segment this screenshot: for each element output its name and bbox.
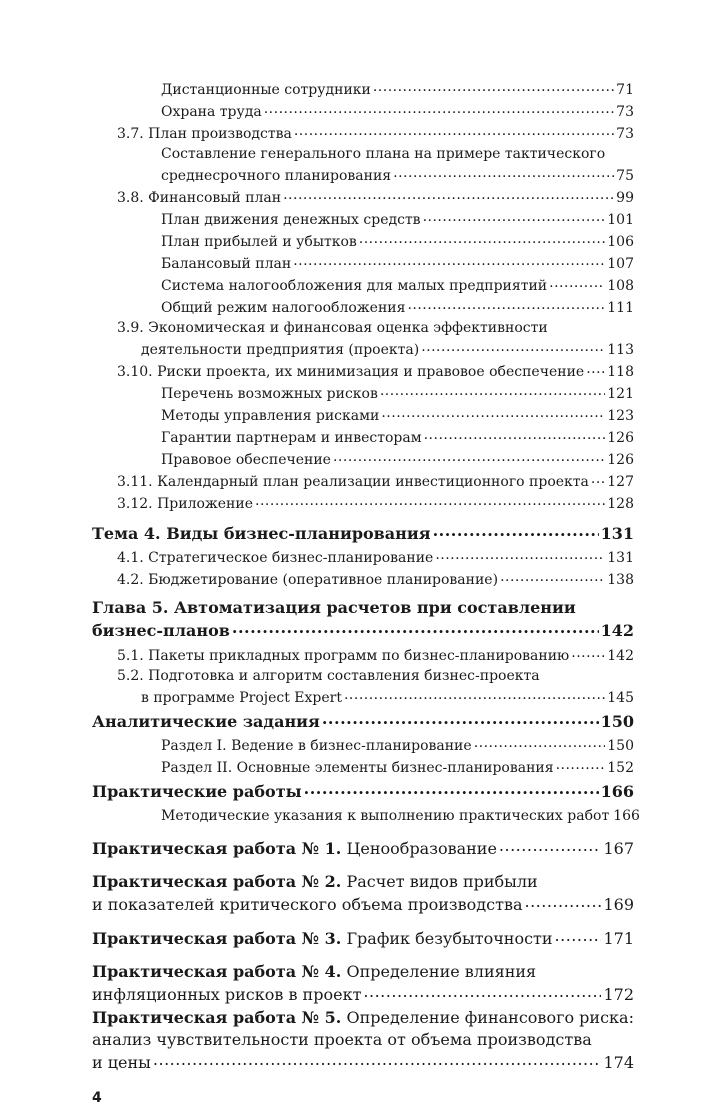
toc-entry-title: Гарантии партнерам и инвесторам bbox=[161, 430, 422, 446]
toc-entry-title: Перечень возможных рисков bbox=[161, 386, 378, 402]
toc-entry-page: 101 bbox=[607, 212, 634, 228]
toc-entry-title: Правовое обеспечение bbox=[161, 452, 331, 468]
toc-leader-dots bbox=[421, 340, 605, 354]
toc-entry-title: Расчет видов прибыли bbox=[346, 872, 538, 891]
toc-entry-title: Тема 4. Виды бизнес-планирования bbox=[92, 524, 431, 543]
toc-entry-page: 123 bbox=[607, 408, 634, 424]
toc-leader-dots bbox=[571, 646, 605, 660]
toc-entry-title: График безубыточности bbox=[346, 929, 553, 948]
toc-entry[interactable] bbox=[161, 254, 634, 272]
toc-entry-label: Практическая работа № 3. bbox=[92, 929, 342, 948]
toc-entry-title: Раздел II. Основные элементы бизнес-планирования bbox=[161, 760, 554, 776]
toc-entry[interactable] bbox=[161, 276, 634, 294]
toc-entry[interactable] bbox=[117, 646, 634, 664]
toc-practical-entry[interactable] bbox=[92, 838, 634, 858]
toc-entry-title: Определение влияния bbox=[346, 962, 537, 981]
toc-entry-title: 3.11. Календарный план реализации инвестиционного проекта bbox=[117, 474, 589, 490]
toc-entry[interactable] bbox=[161, 210, 634, 228]
page-number: 4 bbox=[92, 1090, 102, 1106]
toc-practical-entry[interactable] bbox=[92, 984, 634, 1004]
toc-entry-page: 108 bbox=[607, 278, 634, 294]
toc-entry-title: в программе Project Expert bbox=[141, 690, 342, 706]
toc-leader-dots bbox=[423, 210, 606, 224]
toc-entry[interactable] bbox=[141, 688, 634, 706]
toc-entry-page: 166 bbox=[600, 782, 634, 801]
toc-entry-label: Практическая работа № 1. bbox=[92, 839, 342, 858]
toc-entry-page: 73 bbox=[616, 126, 634, 142]
toc-entry-page: 71 bbox=[616, 82, 634, 98]
toc-entry[interactable] bbox=[161, 736, 634, 754]
toc-entry-page: 126 bbox=[607, 430, 634, 446]
toc-leader-dots bbox=[294, 124, 614, 138]
toc-entry-page: 131 bbox=[607, 550, 634, 566]
toc-entry-title: среднесрочного планирования bbox=[161, 168, 392, 184]
toc-entry-title-line3: и цены bbox=[92, 1053, 151, 1072]
toc-practical-entry[interactable] bbox=[92, 928, 634, 948]
toc-chapter-heading[interactable] bbox=[92, 781, 634, 801]
toc-entry[interactable] bbox=[161, 406, 634, 424]
toc-entry[interactable] bbox=[161, 232, 634, 250]
toc-entry-page: 121 bbox=[607, 386, 634, 402]
toc-entry[interactable] bbox=[117, 472, 634, 490]
toc-entry[interactable] bbox=[161, 384, 634, 402]
toc-entry-page: 152 bbox=[607, 760, 634, 776]
toc-entry[interactable] bbox=[117, 494, 634, 512]
toc-entry-title: 3.7. План производства bbox=[117, 126, 292, 142]
toc-leader-dots bbox=[524, 894, 601, 910]
toc-entry-title: Общий режим налогообложения bbox=[161, 300, 406, 316]
toc-entry-title: Система налогообложения для малых предприятий bbox=[161, 278, 548, 294]
toc-entry[interactable] bbox=[117, 548, 634, 566]
toc-leader-dots bbox=[555, 928, 602, 944]
toc-leader-dots bbox=[363, 984, 601, 1000]
toc-entry-title: Балансовый план bbox=[161, 256, 292, 272]
toc-entry-page: 174 bbox=[603, 1053, 634, 1072]
toc-leader-dots bbox=[407, 298, 605, 312]
toc-entry-page: 166 bbox=[613, 808, 640, 824]
toc-entry-title: Охрана труда bbox=[161, 104, 262, 120]
toc-leader-dots bbox=[255, 494, 605, 508]
toc-leader-dots bbox=[433, 523, 599, 539]
toc-leader-dots bbox=[293, 254, 605, 268]
toc-entry-title: 4.2. Бюджетирование (оперативное планирование) bbox=[117, 572, 499, 588]
toc-leader-dots bbox=[474, 736, 606, 750]
toc-entry-title: 3.10. Риски проекта, их минимизация и правовое обеспечение bbox=[117, 364, 585, 380]
toc-leader-dots bbox=[380, 384, 605, 398]
toc-chapter-heading[interactable] bbox=[92, 711, 634, 731]
toc-leader-dots bbox=[264, 102, 614, 116]
toc-leader-dots bbox=[322, 711, 599, 727]
toc-entry[interactable] bbox=[117, 124, 634, 142]
toc-chapter-heading[interactable] bbox=[92, 620, 634, 640]
toc-entry[interactable] bbox=[161, 80, 634, 98]
toc-entry-page: 73 bbox=[616, 104, 634, 120]
toc-leader-dots bbox=[500, 570, 605, 584]
toc-practical-line1 bbox=[92, 962, 536, 981]
toc-entry[interactable] bbox=[117, 570, 634, 588]
toc-entry-page: 127 bbox=[607, 474, 634, 490]
toc-leader-dots bbox=[586, 362, 605, 376]
toc-entry-page: 128 bbox=[607, 496, 634, 512]
toc-entry[interactable] bbox=[161, 298, 634, 316]
toc-entry-page: 107 bbox=[607, 256, 634, 272]
toc-entry-page: 145 bbox=[607, 690, 634, 706]
toc-entry[interactable] bbox=[161, 166, 634, 184]
toc-entry-title-line1: 5.2. Подготовка и алгоритм составления бизнес-проекта bbox=[117, 668, 540, 684]
toc-entry-title-line2: инфляционных рисков в проект bbox=[92, 985, 362, 1004]
toc-entry[interactable] bbox=[161, 450, 634, 468]
toc-entry-title-line2: анализ чувствительности проекта от объема производства bbox=[92, 1030, 592, 1049]
toc-entry-title: Определение финансового риска: bbox=[346, 1008, 634, 1027]
toc-leader-dots bbox=[232, 620, 599, 636]
toc-entry-page: 171 bbox=[603, 929, 634, 948]
toc-entry-page: 99 bbox=[616, 190, 634, 206]
toc-entry-page: 150 bbox=[607, 738, 634, 754]
toc-leader-dots bbox=[359, 232, 605, 246]
toc-leader-dots bbox=[549, 276, 605, 290]
toc-leader-dots bbox=[153, 1052, 602, 1068]
toc-entry-title: 3.8. Финансовый план bbox=[117, 190, 282, 206]
toc-entry-page: 167 bbox=[603, 839, 634, 858]
toc-leader-dots bbox=[344, 688, 605, 702]
toc-entry-page: 172 bbox=[603, 985, 634, 1004]
toc-leader-dots bbox=[499, 838, 602, 854]
toc-entry-page: 131 bbox=[600, 524, 634, 543]
toc-entry-title: Ценообразование bbox=[346, 839, 497, 858]
toc-practical-line1 bbox=[92, 1008, 634, 1027]
toc-entry-page: 118 bbox=[607, 364, 634, 380]
toc-entry[interactable] bbox=[117, 188, 634, 206]
toc-entry-title: 5.1. Пакеты прикладных программ по бизнес-планированию bbox=[117, 648, 570, 664]
toc-entry-title-line2: и показателей критического объема производства bbox=[92, 895, 523, 914]
toc-entry-page: 169 bbox=[603, 895, 634, 914]
toc-entry-page: 150 bbox=[600, 712, 634, 731]
toc-leader-dots bbox=[373, 80, 614, 94]
toc-leader-dots bbox=[304, 781, 599, 797]
toc-leader-dots bbox=[381, 406, 605, 420]
toc-entry-page: 75 bbox=[616, 168, 634, 184]
toc-leader-dots bbox=[283, 188, 614, 202]
toc-leader-dots bbox=[591, 472, 605, 486]
toc-entry-page: 111 bbox=[607, 300, 634, 316]
toc-entry-title: План прибылей и убытков bbox=[161, 234, 357, 250]
toc-leader-dots bbox=[424, 428, 606, 442]
toc-leader-dots bbox=[556, 758, 606, 772]
toc-entry[interactable] bbox=[161, 102, 634, 120]
toc-entry-label: Практическая работа № 4. bbox=[92, 962, 342, 981]
toc-entry-page: 126 bbox=[607, 452, 634, 468]
toc-leader-dots bbox=[333, 450, 605, 464]
toc-entry-title: Методические указания к выполнению практических работ bbox=[161, 808, 610, 824]
toc-entry-title-line1: 3.9. Экономическая и финансовая оценка эффективности bbox=[117, 320, 548, 336]
toc-practical-entry[interactable] bbox=[92, 1052, 634, 1072]
toc-entry-title: 4.1. Стратегическое бизнес-планирование bbox=[117, 550, 434, 566]
toc-entry-title-line1: Составление генерального плана на примере тактического bbox=[161, 146, 606, 162]
toc-entry-title: бизнес-планов bbox=[92, 621, 230, 640]
toc-leader-dots bbox=[393, 166, 614, 180]
toc-entry[interactable] bbox=[161, 806, 640, 824]
toc-entry[interactable] bbox=[117, 362, 634, 380]
toc-entry[interactable] bbox=[161, 758, 634, 776]
toc-entry-page: 142 bbox=[607, 648, 634, 664]
toc-entry-page: 106 bbox=[607, 234, 634, 250]
toc-entry-title: Дистанционные сотрудники bbox=[161, 82, 371, 98]
toc-entry-title: деятельности предприятия (проекта) bbox=[141, 342, 420, 358]
toc-entry-page: 138 bbox=[607, 572, 634, 588]
toc-entry-title: Раздел I. Ведение в бизнес-планирование bbox=[161, 738, 472, 754]
toc-entry-title: 3.12. Приложение bbox=[117, 496, 254, 512]
toc-entry-title: Методы управления рисками bbox=[161, 408, 380, 424]
toc-entry-page: 113 bbox=[607, 342, 634, 358]
toc-entry-title: Аналитические задания bbox=[92, 712, 320, 731]
toc-entry-label: Практическая работа № 2. bbox=[92, 872, 342, 891]
toc-practical-line1 bbox=[92, 872, 538, 891]
toc-chapter-heading-line1: Глава 5. Автоматизация расчетов при составлении bbox=[92, 598, 576, 617]
toc-entry[interactable] bbox=[141, 340, 634, 358]
toc-entry[interactable] bbox=[161, 428, 634, 446]
toc-entry-page: 142 bbox=[600, 621, 634, 640]
toc-entry-title: План движения денежных средств bbox=[161, 212, 421, 228]
toc-leader-dots bbox=[435, 548, 605, 562]
toc-entry-title: Практические работы bbox=[92, 782, 302, 801]
toc-chapter-heading[interactable] bbox=[92, 523, 634, 543]
toc-practical-entry[interactable] bbox=[92, 894, 634, 914]
toc-entry-label: Практическая работа № 5. bbox=[92, 1008, 342, 1027]
